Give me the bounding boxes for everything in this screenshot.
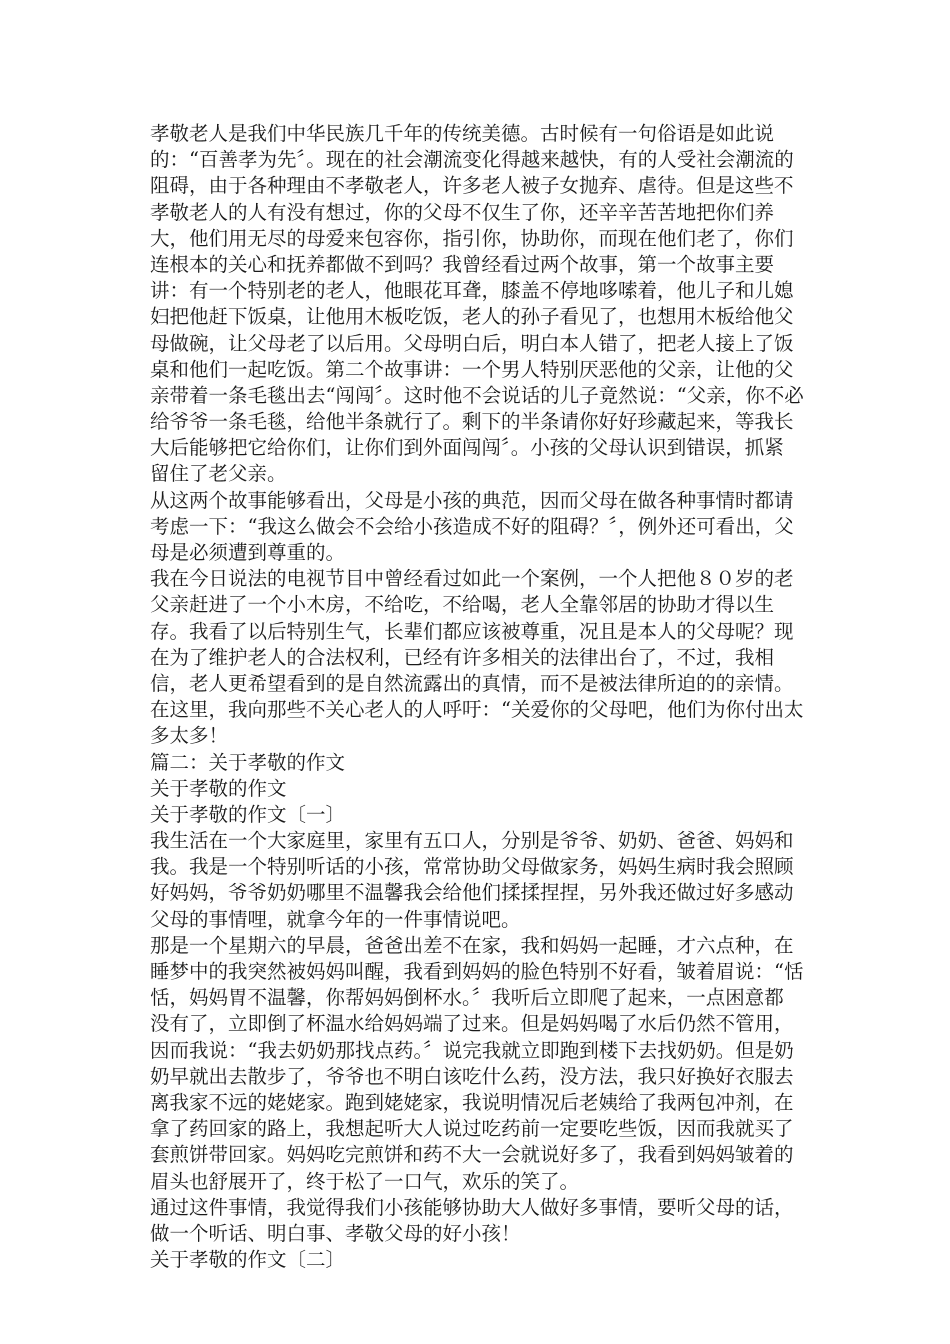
document-text <box>150 121 804 1273</box>
text-line: 拿了药回家的路上，我想起听大人说过吃药前一定要吃些饭，因而我就买了 <box>150 1117 794 1141</box>
text-line: 存。我看了以后特别生气，长辈们都应该被尊重，况且是本人的父母呢？现 <box>150 619 794 643</box>
text-line: 考虑一下：“我这么做会不会给小孩造成不好的阻碍？〞，例外还可看出，父 <box>150 514 794 538</box>
section-heading: 篇二：关于孝敬的作文 <box>150 750 346 774</box>
text-line: 因而我说：“我去奶奶那找点药。〞说完我就立即跑到楼下去找奶奶。但是奶 <box>150 1038 794 1062</box>
text-line: 连根本的关心和抚养都做不到吗？我曾经看过两个故事，第一个故事主要 <box>150 252 775 276</box>
text-line: 留住了老父亲。 <box>150 462 287 486</box>
text-line: 孝敬老人的人有没有想过，你的父母不仅生了你，还辛辛苦苦地把你们养 <box>150 200 775 224</box>
text-line: 从这两个故事能够看出，父母是小孩的典范，因而父母在做各种事情时都请 <box>150 488 794 512</box>
text-line: 没有了，立即倒了杯温水给妈妈端了过来。但是妈妈喝了水后仍然不管用， <box>150 1012 794 1036</box>
text-line: 父母的事情哩，就拿今年的一件事情说吧。 <box>150 907 521 931</box>
text-line: 在为了维护老人的合法权利，已经有许多相关的法律出台了，不过，我相 <box>150 645 775 669</box>
text-line: 大后能够把它给你们，让你们到外面闯闯〞。小孩的父母认识到错误，抓紧 <box>150 436 784 460</box>
text-line: 套煎饼带回家。妈妈吃完煎饼和药不大一会就说好多了，我看到妈妈皱着的 <box>150 1143 794 1167</box>
text-line: 妇把他赶下饭桌，让他用木板吃饭，老人的孙子看见了，也想用木板给他父 <box>150 305 794 329</box>
text-line: 做一个听话、明白事、孝敬父母的好小孩！ <box>150 1221 521 1245</box>
article-subtitle: 关于孝敬的作文〔一〕 <box>150 802 346 826</box>
text-line: 桌和他们一起吃饭。第二个故事讲：一个男人特别厌恶他的父亲，让他的父 <box>150 357 794 381</box>
text-line: 离我家不远的姥姥家。跑到姥姥家，我说明情况后老姨给了我两包冲剂，在 <box>150 1090 794 1114</box>
text-line: 眉头也舒展开了，终于松了一口气，欢乐的笑了。 <box>150 1169 580 1193</box>
text-line: 阻碍，由于各种理由不孝敬老人，许多老人被子女抛弃、虐待。但是这些不 <box>150 174 794 198</box>
article-subtitle: 关于孝敬的作文〔二〕 <box>150 1248 346 1272</box>
text-line: 亲带着一条毛毯出去“闯闯〞。这时他不会说话的儿子竟然说：“父亲，你不必 <box>150 383 804 407</box>
text-line: 母做碗，让父母老了以后用。父母明白后，明白本人错了，把老人接上了饭 <box>150 331 794 355</box>
text-line: 那是一个星期六的早晨，爸爸出差不在家，我和妈妈一起睡，才六点种，在 <box>150 933 794 957</box>
text-line: 多太多！ <box>150 724 229 748</box>
text-line: 在这里，我向那些不关心老人的人呼吁：“关爱你的父母吧，他们为你付出太 <box>150 698 804 722</box>
text-line: 的：“百善孝为先〞。现在的社会潮流变化得越来越快，有的人受社会潮流的 <box>150 148 794 172</box>
text-line: 睡梦中的我突然被妈妈叫醒，我看到妈妈的脸色特别不好看，皱着眉说：“恬 <box>150 960 804 983</box>
text-line: 恬，妈妈胃不温馨，你帮妈妈倒杯水。〞我听后立即爬了起来，一点困意都 <box>150 986 784 1010</box>
article-title: 关于孝敬的作文 <box>150 776 287 800</box>
text-line: 通过这件事情，我觉得我们小孩能够协助大人做好多事情，要听父母的话， <box>150 1195 794 1219</box>
text-line: 我。我是一个特别听话的小孩，常常协助父母做家务，妈妈生病时我会照顾 <box>150 855 794 879</box>
text-line: 讲：有一个特别老的老人，他眼花耳聋，膝盖不停地哆嗦着，他儿子和儿媳 <box>150 279 794 303</box>
text-line: 奶早就出去散步了，爷爷也不明白该吃什么药，没方法，我只好换好衣服去 <box>150 1064 794 1088</box>
text-line: 信，老人更希望看到的是自然流露出的真情，而不是被法律所迫的的亲情。 <box>150 671 794 695</box>
text-line: 我在今日说法的电视节目中曾经看过如此一个案例，一个人把他８０岁的老 <box>150 567 794 591</box>
text-line: 给爷爷一条毛毯，给他半条就行了。剩下的半条请你好好珍藏起来，等我长 <box>150 410 794 434</box>
text-line: 孝敬老人是我们中华民族几千年的传统美德。古时候有一句俗语是如此说 <box>150 122 775 145</box>
text-line: 好妈妈，爷爷奶奶哪里不温馨我会给他们揉揉捏捏，另外我还做过好多感动 <box>150 881 794 905</box>
text-line: 母是必须遭到尊重的。 <box>150 541 346 564</box>
text-line: 我生活在一个大家庭里，家里有五口人，分别是爷爷、奶奶、爸爸、妈妈和 <box>150 829 794 853</box>
text-line: 父亲赶进了一个小木房，不给吃，不给喝，老人全靠邻居的协助才得以生 <box>150 593 775 617</box>
text-line: 大，他们用无尽的母爱来包容你，指引你，协助你，而现在他们老了，你们 <box>150 226 794 250</box>
